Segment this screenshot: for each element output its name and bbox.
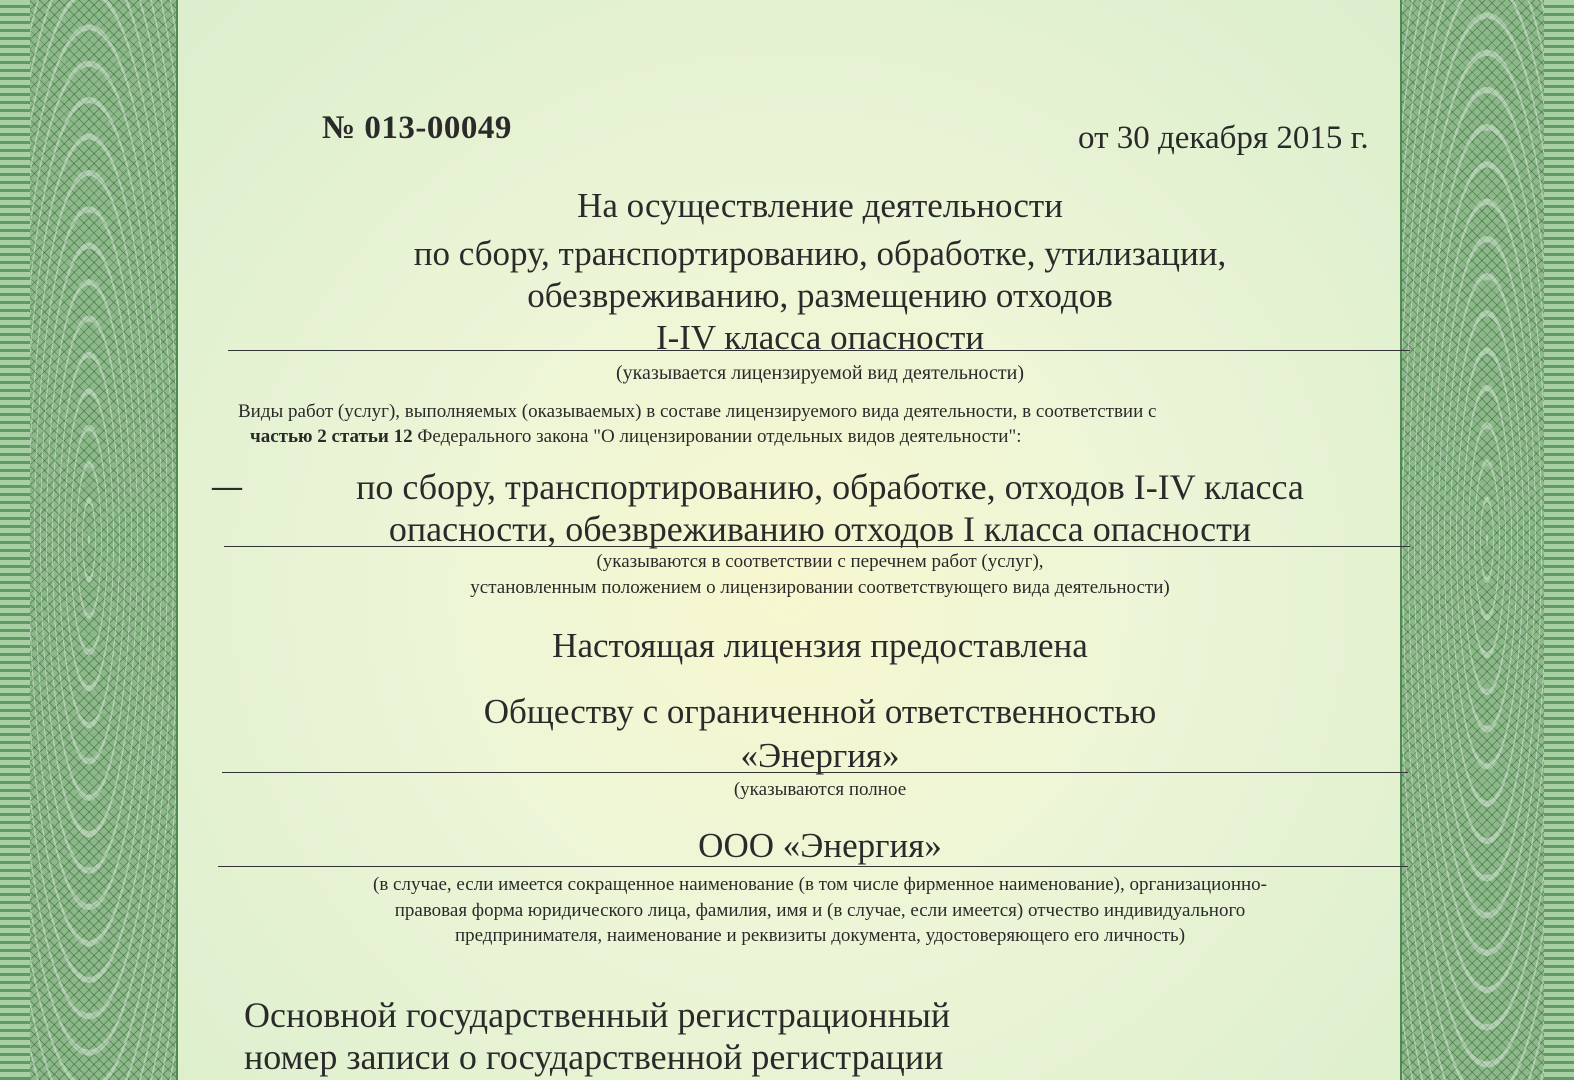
dash-mark: — [212, 470, 242, 503]
full-name-underline [222, 772, 1408, 773]
activity-caption: (указывается лицензируемой вид деятельности) [615, 362, 1025, 384]
short-caption-line-2: правовая форма юридического лица, фамилия, имя и (в случае, если имеется) отчество индивидуального [394, 900, 1246, 921]
short-caption-line-3: предпринимателя, наименование и реквизиты документа, удостоверяющего его личность) [454, 925, 1186, 946]
works-intro-bold: частью 2 статьи 12 [250, 426, 413, 447]
activity-line-3: обезвреживанию, размещению отходов [527, 276, 1113, 315]
activity-line-4: I-IV класса опасности [655, 318, 985, 357]
works-intro-line-1: Виды работ (услуг), выполняемых (оказываемых) в составе лицензируемого вида деятельности, в соответствии с [238, 401, 1157, 422]
services-caption-line-2: установленным положением о лицензировании соответствующего вида деятельности) [470, 577, 1170, 598]
registration-line-1: Основной государственный регистрационный [244, 995, 951, 1035]
right-border-edge [1544, 0, 1574, 1080]
left-border-line [176, 0, 178, 1080]
short-name-underline [218, 866, 1408, 867]
activity-line-1: На осуществление деятельности [577, 186, 1063, 225]
license-date: от 30 декабря 2015 г. [1078, 120, 1369, 156]
granted-heading: Настоящая лицензия предоставлена [552, 626, 1088, 665]
activity-line-2: по сбору, транспортированию, обработке, утилизации, [413, 234, 1227, 273]
right-guilloche-border [1400, 0, 1574, 1080]
short-name: ООО «Энергия» [698, 826, 942, 865]
full-name-line-1: Обществу с ограниченной ответственностью [483, 692, 1157, 731]
services-underline [224, 546, 1410, 547]
works-intro-rest: Федерального закона "О лицензировании отдельных видов деятельности": [412, 426, 1022, 447]
full-name-caption: (указываются полное [733, 779, 907, 800]
services-caption-line-1: (указываются в соответствии с перечнем работ (услуг), [596, 551, 1044, 572]
registration-line-2: номер записи о государственной регистрации [244, 1037, 944, 1077]
services-line-1: по сбору, транспортированию, обработке, отходов I-IV класса [356, 467, 1304, 507]
license-number: № 013-00049 [322, 110, 512, 146]
short-caption-line-1: (в случае, если имеется сокращенное наименование (в том числе фирменное наименование), организационно- [373, 874, 1267, 895]
works-intro-line-2 [250, 426, 1022, 448]
left-border-edge [0, 0, 30, 1080]
activity-underline [228, 350, 1410, 351]
left-guilloche-border [0, 0, 178, 1080]
full-name-line-2: «Энергия» [740, 736, 900, 775]
services-line-2: опасности, обезвреживанию отходов I класса опасности [388, 509, 1252, 549]
